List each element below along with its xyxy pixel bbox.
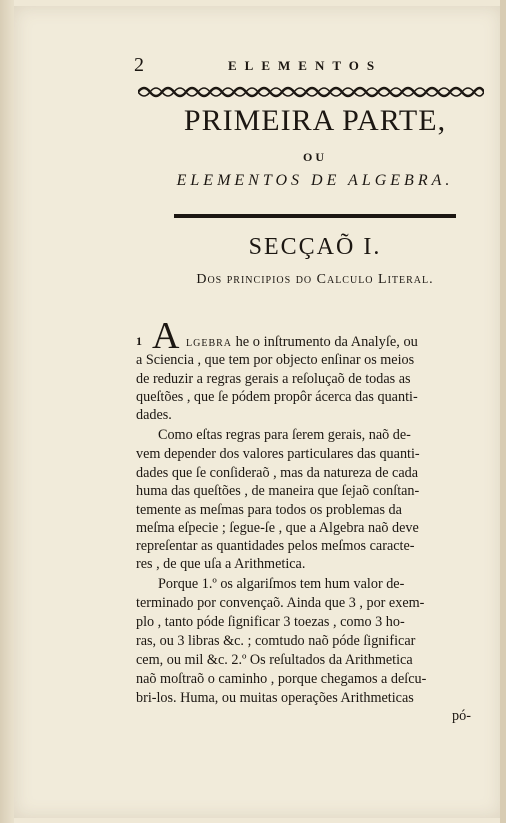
paragraph-number: 1 [136,334,142,348]
drop-cap: A [152,315,180,357]
running-title: ELEMENTOS [228,58,383,73]
smallcaps-word: lgebra [186,334,232,350]
divider-rule [174,214,456,218]
paragraph-line: Porque 1.º os algariſmos tem hum valor de- [158,576,405,592]
paragraph-line: dades. [136,407,172,423]
paragraph-line: meſma eſpecie ; ſegue-ſe , que a Algebra naõ deve [136,520,419,536]
title-conjunction: OU [303,150,327,164]
paragraph-line: de reduzir a regras gerais a reſoluçaõ de todas as [136,371,411,387]
paragraph-line: vem depender dos valores particulares das quanti- [136,446,420,462]
paragraph-line: bri-los. Huma, ou muitas operações Arithmeticas [136,690,414,706]
paragraph-line: ras, ou 3 libras &c. ; comtudo naõ póde ſignificar [136,633,416,649]
paragraph-line: Como eſtas regras para ſerem gerais, naõ de- [158,427,411,443]
paragraph-line: a Sciencia , que tem por objecto enſinar os meios [136,352,415,368]
paragraph-line: terminado por convençaõ. Ainda que 3 , por exem- [136,595,425,611]
paragraph-line [186,334,486,351]
page-gutter [0,0,14,823]
paragraph-line: naõ moſtraõ o caminho , porque chegamos a deſcu- [136,671,427,687]
paragraph-line: repreſentar as quantidades pelos meſmos caracte- [136,538,415,554]
paragraph-line: temente as meſmas para todos os problemas da [136,502,402,518]
line-text: he o inſtrumento da Analyſe, ou [232,334,418,350]
paragraph-line: plo , tanto póde ſignificar 3 toezas , como 3 ho- [136,614,405,630]
section-subheading: Dos principios do Calculo Literal. [196,272,434,287]
catchword: pó- [452,708,471,724]
ornament-border [138,84,484,100]
paragraph-line: queſtões , que ſe pódem propôr ácerca das quanti- [136,389,418,405]
page-edge [500,0,506,823]
paragraph-line: huma das queſtões , de maneira que ſejaõ conſtan- [136,483,420,499]
paragraph-line: res , de que uſa a Arithmetica. [136,556,306,572]
section-heading: SECÇAÕ I. [248,234,382,260]
page-number: 2 [134,54,144,76]
part-title: PRIMEIRA PARTE, [183,104,447,137]
paragraph-line: dades que ſe conſideraõ , mas da natureza de cada [136,465,419,481]
title-subtitle: ELEMENTOS DE ALGEBRA. [176,172,454,189]
paragraph-line: cem, ou mil &c. 2.º Os reſultados da Arithmetica [136,652,413,668]
